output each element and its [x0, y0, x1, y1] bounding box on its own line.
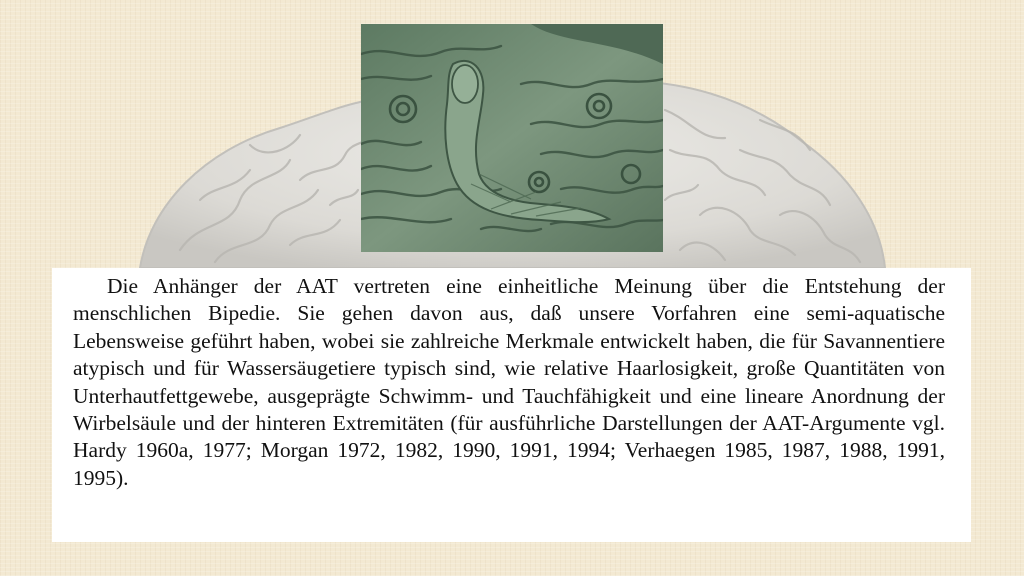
- passage-text: Die Anhänger der AAT vertreten eine einheitliche Meinung über die Entstehung der menschlichen Bipedie. Sie gehen davon aus, daß unsere Vorfahren eine semi-aquatische Lebensweise geführt haben, wobei sie zahlreiche Merkmale entwickelt haben, die für Savannentiere atypisch und für Wassersäugetiere typisch sind, wie relative Haarlosigkeit, große Quantitäten von Unterhautfettgewebe, ausgeprägte Schwimm- und Tauchfähigkeit und eine lineare Anordnung der Wirbelsäule und der hinteren Extremitäten (für ausführliche Darstellungen der AAT-Argumente vgl. Hardy 1960a, 1977; Morgan 1972, 1982, 1990, 1991, 1994; Verhaegen 1985, 1987, 1988, 1991, 1995).: [73, 274, 945, 490]
- stone-relief-mermaid-image: [361, 24, 663, 252]
